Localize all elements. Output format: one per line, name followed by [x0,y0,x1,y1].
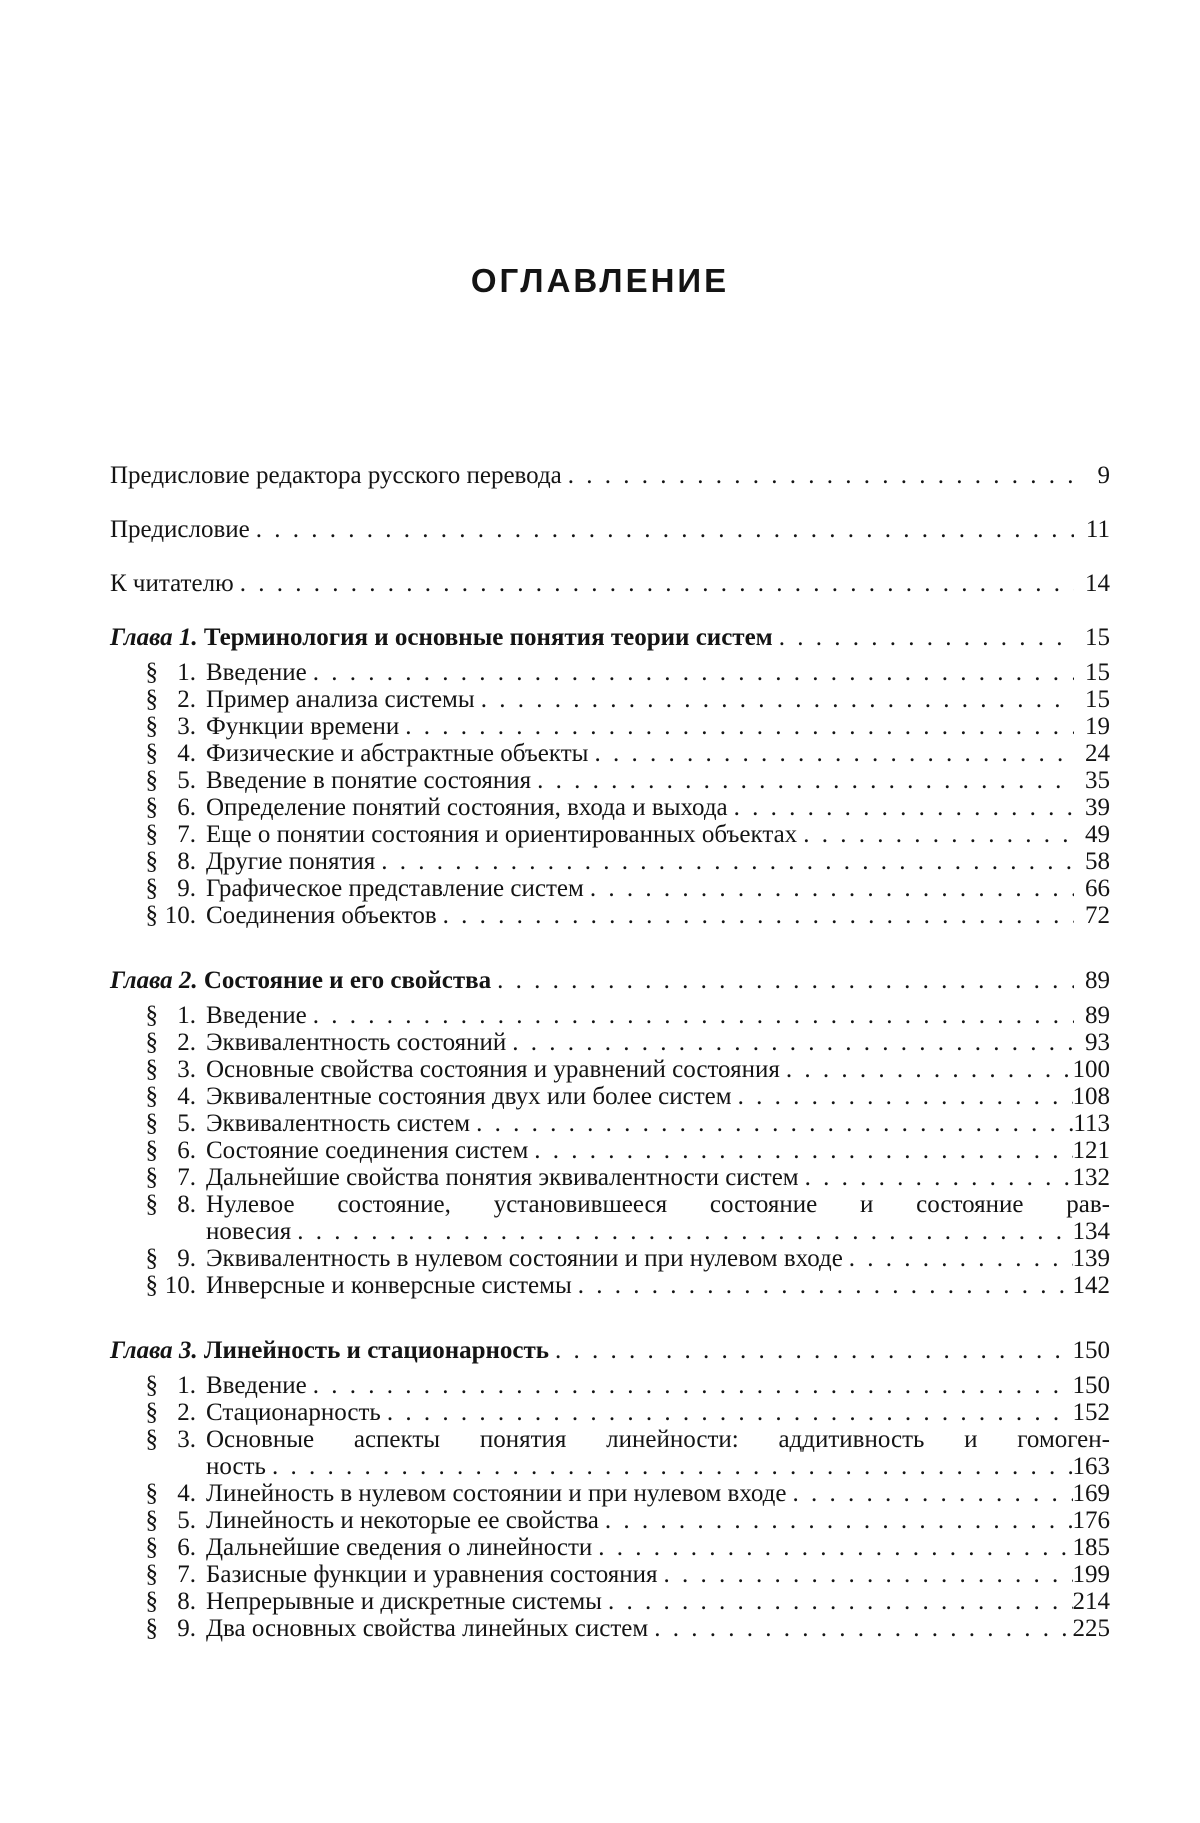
dot-leader [437,902,1074,929]
chapter-prefix: Глава 1. [110,624,198,651]
toc-section-entry [110,848,1110,875]
toc-section-entry [110,1245,1110,1272]
entry-label: Дальнейшие сведения о линейности [206,1534,593,1561]
toc-section-entry [110,1056,1110,1083]
page-number: 93 [1085,1029,1110,1056]
section-sign: § [145,767,158,794]
entry-label: Непрерывные и дискретные системы [206,1588,602,1615]
entry-label: Дальнейшие свойства понятия эквивалентности систем [206,1164,799,1191]
spacer [110,543,1110,570]
entry-label: Введение [206,1002,307,1029]
spacer [110,651,1110,659]
page-number: 15 [1085,686,1110,713]
dot-leader [799,1164,1073,1191]
section-sign: § [145,659,158,686]
page-number: 139 [1072,1245,1110,1272]
dot-leader [584,875,1074,902]
section-number: 8. [177,1588,196,1615]
section-sign: § [145,1426,158,1453]
section-sign: § [145,713,158,740]
toc-section-entry [110,1534,1110,1561]
page-number: 35 [1085,767,1110,794]
section-sign: § [145,686,158,713]
page-number: 89 [1085,967,1110,994]
chapter-title: Глава 1. Терминология и основные понятия теории систем [110,624,773,651]
dot-leader [728,794,1074,821]
page-number: 176 [1072,1507,1110,1534]
entry-label: Определение понятий состояния, входа и выхода [206,794,728,821]
section-number: 2. [177,686,196,713]
section-sign: § [145,1480,158,1507]
toc-section-entry [110,1588,1110,1615]
toc-section-entry [110,1399,1110,1426]
section-number: 8. [177,848,196,875]
dot-leader [732,1083,1073,1110]
section-sign: § [145,1083,158,1110]
section-sign: § [145,902,158,929]
entry-label: Эквивалентность в нулевом состоянии и при нулевом входе [206,1245,843,1272]
dot-leader [648,1615,1072,1642]
section-sign: § [145,1137,158,1164]
toc-section-entry [110,794,1110,821]
entry-label: Нулевое состояние, установившееся состояние и состояние рав- [206,1191,1110,1218]
section-number: 6. [177,1137,196,1164]
toc-section-entry [110,686,1110,713]
page-number: 66 [1085,875,1110,902]
chapter-title: Глава 3. Линейность и стационарность [110,1337,550,1364]
toc-section-entry [110,1426,1110,1453]
section-sign: § [145,740,158,767]
dot-leader [531,767,1074,794]
toc-section-entry [110,1561,1110,1588]
section-sign: § [145,1561,158,1588]
toc-section-continuation [110,1453,1110,1480]
toc-section-entry [110,1615,1110,1642]
dot-leader [307,1372,1073,1399]
entry-label: Стационарность [206,1399,381,1426]
dot-leader [491,967,1074,994]
dot-leader [399,713,1074,740]
dot-leader [843,1245,1073,1272]
section-number: 10. [164,902,196,929]
entry-label: Другие понятия [206,848,376,875]
toc-section-entry [110,659,1110,686]
toc-chapter-heading [110,967,1110,994]
dot-leader [475,686,1074,713]
entry-label: Физические и абстрактные объекты [206,740,589,767]
spacer [110,1299,1110,1337]
toc-section-entry [110,1507,1110,1534]
toc-section-entry [110,1110,1110,1137]
page-number: 121 [1072,1137,1110,1164]
entry-label: Эквивалентные состояния двух или более систем [206,1083,732,1110]
page-number: 72 [1085,902,1110,929]
page-number: 58 [1085,848,1110,875]
section-number: 7. [177,1561,196,1588]
dot-leader [266,1453,1073,1480]
section-number: 4. [177,1083,196,1110]
entry-label: Линейность в нулевом состоянии и при нулевом входе [206,1480,787,1507]
toc-section-entry [110,902,1110,929]
entry-label: Введение [206,659,307,686]
dot-leader [562,462,1074,489]
section-number: 5. [177,1110,196,1137]
dot-leader [549,1337,1072,1364]
section-sign: § [145,1615,158,1642]
section-sign: § [145,1245,158,1272]
page-number: 15 [1085,624,1110,651]
entry-label: Основные аспекты понятия линейности: аддитивность и гомоген- [206,1426,1110,1453]
toc-section-entry [110,1002,1110,1029]
section-number: 1. [177,1372,196,1399]
page-number: 15 [1085,659,1110,686]
toc-section-entry [110,1480,1110,1507]
section-sign: § [145,1588,158,1615]
spacer [110,597,1110,624]
entry-label: Инверсные и конверсные системы [206,1272,572,1299]
section-number: 5. [177,767,196,794]
page-number: 113 [1073,1110,1110,1137]
dot-leader [250,516,1074,543]
entry-label: Базисные функции и уравнения состояния [206,1561,658,1588]
toc-section-entry [110,821,1110,848]
entry-label: Функции времени [206,713,400,740]
entry-label: Линейность и некоторые ее свойства [206,1507,599,1534]
section-number: 9. [177,1245,196,1272]
entry-label-continuation: новесия [206,1218,292,1245]
dot-leader [780,1056,1073,1083]
entry-label-continuation: ность [206,1453,266,1480]
section-number: 4. [177,1480,196,1507]
section-sign: § [145,1164,158,1191]
section-number: 7. [177,821,196,848]
entry-label: Соединения объектов [206,902,437,929]
toc-section-entry [110,1191,1110,1218]
section-number: 2. [177,1029,196,1056]
section-number: 9. [177,875,196,902]
page-number: 163 [1072,1453,1110,1480]
toc-section-entry [110,875,1110,902]
dot-leader [773,624,1074,651]
section-number: 1. [177,659,196,686]
page-number: 39 [1085,794,1110,821]
dot-leader [588,740,1074,767]
spacer [110,929,1110,967]
dot-leader [291,1218,1072,1245]
section-number: 9. [177,1615,196,1642]
spacer [110,489,1110,516]
dot-leader [528,1137,1072,1164]
section-number: 3. [177,1426,196,1453]
toc-section-entry [110,1029,1110,1056]
entry-label: Состояние соединения систем [206,1137,529,1164]
page-number: 100 [1072,1056,1110,1083]
page-number: 19 [1085,713,1110,740]
page-number: 199 [1072,1561,1110,1588]
entry-label: Графическое представление систем [206,875,584,902]
toc-entry-front-matter [110,462,1110,489]
section-number: 10. [164,1272,196,1299]
dot-leader [658,1561,1073,1588]
entry-label: Два основных свойства линейных систем [206,1615,649,1642]
page-number: 185 [1072,1534,1110,1561]
section-sign: § [145,1272,158,1299]
table-of-contents [110,462,1110,1642]
section-number: 4. [177,740,196,767]
page-number: 225 [1072,1615,1110,1642]
dot-leader [572,1272,1073,1299]
toc-chapter-heading [110,624,1110,651]
section-number: 1. [177,1002,196,1029]
entry-label: Введение [206,1372,307,1399]
page-number: 142 [1072,1272,1110,1299]
section-number: 3. [177,1056,196,1083]
section-sign: § [145,875,158,902]
entry-label: Еще о понятии состояния и ориентированных объектах [206,821,798,848]
page-number: 214 [1072,1588,1110,1615]
page-number: 150 [1072,1372,1110,1399]
toc-section-entry [110,740,1110,767]
page-number: 14 [1085,570,1110,597]
toc-entry-front-matter [110,570,1110,597]
section-number: 3. [177,713,196,740]
page-number: 150 [1072,1337,1110,1364]
section-sign: § [145,1399,158,1426]
entry-label: Предисловие [110,516,250,543]
section-number: 6. [177,1534,196,1561]
spacer [110,1364,1110,1372]
dot-leader [375,848,1074,875]
page-title: ОГЛАВЛЕНИЕ [470,262,730,299]
section-number: 6. [177,794,196,821]
toc-section-entry [110,767,1110,794]
dot-leader [381,1399,1073,1426]
page-number: 108 [1072,1083,1110,1110]
dot-leader [307,659,1074,686]
toc-entry-front-matter [110,516,1110,543]
section-sign: § [145,821,158,848]
dot-leader [506,1029,1074,1056]
toc-section-entry [110,1137,1110,1164]
section-sign: § [145,1110,158,1137]
toc-section-continuation [110,1218,1110,1245]
page-number: 9 [1097,462,1110,489]
section-sign: § [145,1191,158,1218]
chapter-title: Глава 2. Состояние и его свойства [110,967,492,994]
page-number: 132 [1072,1164,1110,1191]
entry-label: Основные свойства состояния и уравнений состояния [206,1056,780,1083]
section-sign: § [145,794,158,821]
dot-leader [602,1588,1073,1615]
page-number: 49 [1085,821,1110,848]
dot-leader [797,821,1074,848]
toc-section-entry [110,713,1110,740]
section-sign: § [145,1534,158,1561]
section-sign: § [145,1372,158,1399]
entry-label: Пример анализа системы [206,686,475,713]
page-number: 169 [1072,1480,1110,1507]
toc-section-entry [110,1083,1110,1110]
entry-label: Эквивалентность состояний [206,1029,507,1056]
chapter-prefix: Глава 2. [110,967,198,994]
section-number: 7. [177,1164,196,1191]
dot-leader [592,1534,1072,1561]
toc-section-entry [110,1272,1110,1299]
dot-leader [470,1110,1073,1137]
section-sign: § [145,1002,158,1029]
toc-section-entry [110,1164,1110,1191]
page-number: 24 [1085,740,1110,767]
chapter-prefix: Глава 3. [110,1337,198,1364]
entry-label: Эквивалентность систем [206,1110,471,1137]
entry-label: Введение в понятие состояния [206,767,532,794]
toc-chapter-heading [110,1337,1110,1364]
entry-label: Предисловие редактора русского перевода [110,462,562,489]
section-number: 5. [177,1507,196,1534]
section-sign: § [145,848,158,875]
section-sign: § [145,1507,158,1534]
dot-leader [786,1480,1072,1507]
entry-label: К читателю [110,570,234,597]
section-number: 8. [177,1191,196,1218]
section-number: 2. [177,1399,196,1426]
page-number: 152 [1072,1399,1110,1426]
section-sign: § [145,1029,158,1056]
dot-leader [599,1507,1073,1534]
page-number: 11 [1085,516,1110,543]
toc-section-entry [110,1372,1110,1399]
section-sign: § [145,1056,158,1083]
dot-leader [234,570,1074,597]
spacer [110,994,1110,1002]
page-number: 89 [1085,1002,1110,1029]
page-number: 134 [1072,1218,1110,1245]
dot-leader [307,1002,1074,1029]
